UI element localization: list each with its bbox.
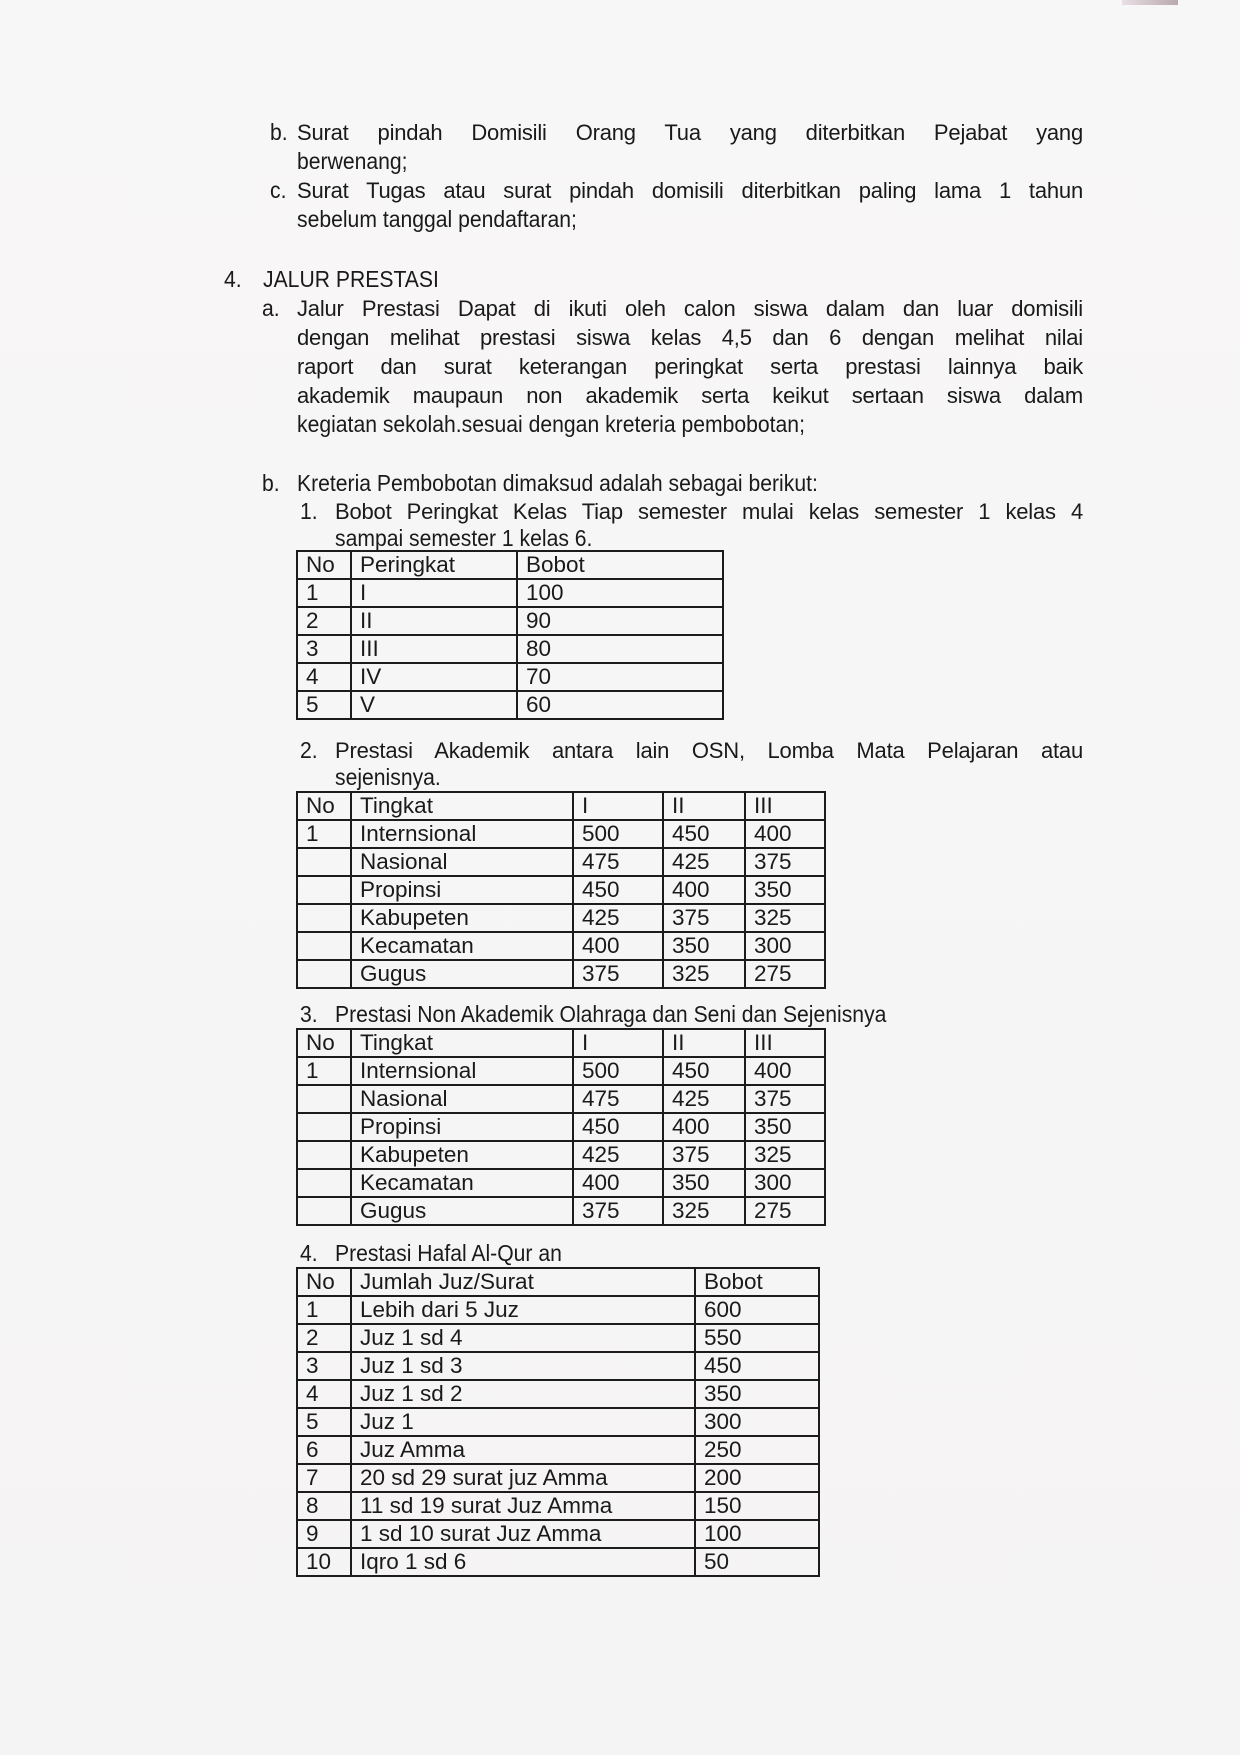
header-cell: No [297,551,351,579]
cell: Propinsi [351,1113,573,1141]
peringkat-table [296,550,724,720]
table-row [297,904,825,932]
cell: 375 [573,960,663,988]
item-b-line2: berwenang; [297,148,408,174]
cell: 425 [663,848,745,876]
cell: 350 [745,1113,825,1141]
table-row [297,960,825,988]
table-row [297,1380,819,1408]
criteria-4-number: 4. [300,1240,318,1266]
cell [297,848,351,876]
cell: 275 [745,960,825,988]
cell: IV [351,663,517,691]
cell: Juz 1 [351,1408,695,1436]
cell: 450 [663,1057,745,1085]
cell: 20 sd 29 surat juz Amma [351,1464,695,1492]
cell: Gugus [351,1197,573,1225]
cell: 375 [745,848,825,876]
criteria-1-title-line2: sampai semester 1 kelas 6. [335,525,593,551]
criteria-1-title-line1: Bobot Peringkat Kelas Tiap semester mulai kelas semester 1 kelas 4 [335,499,1083,524]
hafal-quran-table [296,1267,820,1577]
header-cell: Jumlah Juz/Surat [351,1268,695,1296]
table-row [297,876,825,904]
cell: 375 [663,1141,745,1169]
cell: 4 [297,1380,351,1408]
table-row [297,1464,819,1492]
cell: 4 [297,663,351,691]
criteria-3-number: 3. [300,1001,318,1027]
cell [297,1085,351,1113]
table-row [297,1169,825,1197]
table-row [297,1548,819,1576]
scan-edge-mark [1122,0,1178,5]
cell [297,960,351,988]
cell: 450 [663,820,745,848]
cell: 90 [517,607,723,635]
prestasi-non-akademik-table [296,1028,826,1226]
cell: 9 [297,1520,351,1548]
cell: 400 [745,1057,825,1085]
cell: 70 [517,663,723,691]
cell: Juz 1 sd 4 [351,1324,695,1352]
header-cell: Peringkat [351,551,517,579]
criteria-2-number: 2. [300,737,318,763]
cell: 425 [663,1085,745,1113]
table-header-row [297,551,723,579]
section-4b-label: b. [262,470,280,496]
cell: Juz 1 sd 2 [351,1380,695,1408]
table-row [297,607,723,635]
cell: 350 [695,1380,819,1408]
cell: 200 [695,1464,819,1492]
item-b-line1: Surat pindah Domisili Orang Tua yang diterbitkan Pejabat yang [297,120,1083,145]
cell: 1 [297,579,351,607]
header-cell: III [745,792,825,820]
cell: 500 [573,1057,663,1085]
cell: 100 [695,1520,819,1548]
cell: 450 [573,1113,663,1141]
cell [297,932,351,960]
cell: 400 [573,1169,663,1197]
header-cell: Tingkat [351,792,573,820]
table-row [297,1408,819,1436]
cell: Juz 1 sd 3 [351,1352,695,1380]
cell [297,1141,351,1169]
table-header-row [297,1029,825,1057]
cell: 300 [745,1169,825,1197]
cell: 400 [745,820,825,848]
cell: Lebih dari 5 Juz [351,1296,695,1324]
cell: Nasional [351,848,573,876]
cell: Kecamatan [351,1169,573,1197]
cell: 1 [297,820,351,848]
cell: 100 [517,579,723,607]
cell: 350 [745,876,825,904]
cell: 450 [695,1352,819,1380]
cell: 325 [745,1141,825,1169]
table-row [297,932,825,960]
cell: 250 [695,1436,819,1464]
header-cell: III [745,1029,825,1057]
table-row [297,1197,825,1225]
cell: 300 [695,1408,819,1436]
table-row [297,635,723,663]
cell: 80 [517,635,723,663]
cell: 450 [573,876,663,904]
table-row [297,1352,819,1380]
header-cell: I [573,1029,663,1057]
cell: 5 [297,691,351,719]
cell: 8 [297,1492,351,1520]
cell: Internsional [351,820,573,848]
cell: 1 sd 10 surat Juz Amma [351,1520,695,1548]
cell: 1 [297,1057,351,1085]
cell: II [351,607,517,635]
table-row [297,1141,825,1169]
cell: 325 [745,904,825,932]
criteria-1-number: 1. [300,498,318,524]
section-4a-label: a. [262,295,280,321]
cell: Kabupeten [351,904,573,932]
cell: 400 [573,932,663,960]
cell: 325 [663,960,745,988]
cell [297,876,351,904]
section-4b-text: Kreteria Pembobotan dimaksud adalah sebagai berikut: [297,470,818,496]
table-row [297,1113,825,1141]
cell [297,1197,351,1225]
cell: Internsional [351,1057,573,1085]
header-cell: No [297,1268,351,1296]
cell: 500 [573,820,663,848]
cell: Nasional [351,1085,573,1113]
cell: 550 [695,1324,819,1352]
item-b-label: b. [270,119,288,145]
header-cell: Tingkat [351,1029,573,1057]
table-row [297,1085,825,1113]
cell: 2 [297,1324,351,1352]
cell: 3 [297,635,351,663]
cell: 375 [745,1085,825,1113]
prestasi-akademik-table [296,791,826,989]
cell: 60 [517,691,723,719]
cell: 1 [297,1296,351,1324]
cell: V [351,691,517,719]
cell: I [351,579,517,607]
cell: 350 [663,1169,745,1197]
cell: 150 [695,1492,819,1520]
cell: 6 [297,1436,351,1464]
cell: 400 [663,1113,745,1141]
section-4a-line1: Jalur Prestasi Dapat di ikuti oleh calon siswa dalam dan luar domisili [297,296,1083,321]
cell: 350 [663,932,745,960]
header-cell: II [663,792,745,820]
cell: 50 [695,1548,819,1576]
cell: 5 [297,1408,351,1436]
cell: 425 [573,904,663,932]
table-row [297,1492,819,1520]
cell: 475 [573,848,663,876]
cell: 300 [745,932,825,960]
table-row [297,663,723,691]
table-row [297,848,825,876]
cell: Kecamatan [351,932,573,960]
cell: 7 [297,1464,351,1492]
item-c-line1: Surat Tugas atau surat pindah domisili diterbitkan paling lama 1 tahun [297,178,1083,203]
section-4a-line5: kegiatan sekolah.sesuai dengan kreteria pembobotan; [297,411,805,437]
cell: 275 [745,1197,825,1225]
header-cell: I [573,792,663,820]
cell [297,1169,351,1197]
cell: 600 [695,1296,819,1324]
table-row [297,1296,819,1324]
cell: 10 [297,1548,351,1576]
cell: 11 sd 19 surat Juz Amma [351,1492,695,1520]
table-row [297,1436,819,1464]
cell: Kabupeten [351,1141,573,1169]
header-cell: II [663,1029,745,1057]
table-row [297,1520,819,1548]
cell: 375 [573,1197,663,1225]
criteria-2-title-line1: Prestasi Akademik antara lain OSN, Lomba Mata Pelajaran atau [335,738,1083,763]
cell: 425 [573,1141,663,1169]
criteria-4-title: Prestasi Hafal Al-Qur an [335,1240,562,1266]
criteria-2-title-line2: sejenisnya. [335,764,441,790]
cell [297,1113,351,1141]
cell: Juz Amma [351,1436,695,1464]
cell: 400 [663,876,745,904]
cell: III [351,635,517,663]
criteria-3-title: Prestasi Non Akademik Olahraga dan Seni dan Sejenisnya [335,1001,887,1027]
cell: 2 [297,607,351,635]
section-4-title: JALUR PRESTASI [263,266,439,292]
table-row [297,691,723,719]
table-header-row [297,792,825,820]
table-header-row [297,1268,819,1296]
cell: Propinsi [351,876,573,904]
cell: 475 [573,1085,663,1113]
cell: Gugus [351,960,573,988]
section-4a-line2: dengan melihat prestasi siswa kelas 4,5 dan 6 dengan melihat nilai [297,325,1083,350]
item-c-label: c. [270,177,287,203]
table-row [297,1324,819,1352]
table-row [297,820,825,848]
cell: 325 [663,1197,745,1225]
item-c-line2: sebelum tanggal pendaftaran; [297,206,577,232]
cell: Iqro 1 sd 6 [351,1548,695,1576]
cell: 3 [297,1352,351,1380]
header-cell: No [297,792,351,820]
table-row [297,1057,825,1085]
section-4-number: 4. [224,266,242,292]
cell: 375 [663,904,745,932]
header-cell: Bobot [695,1268,819,1296]
table-row [297,579,723,607]
cell [297,904,351,932]
header-cell: No [297,1029,351,1057]
section-4a-line3: raport dan surat keterangan peringkat serta prestasi lainnya baik [297,354,1083,379]
section-4a-line4: akademik maupaun non akademik serta keikut sertaan siswa dalam [297,383,1083,408]
header-cell: Bobot [517,551,723,579]
